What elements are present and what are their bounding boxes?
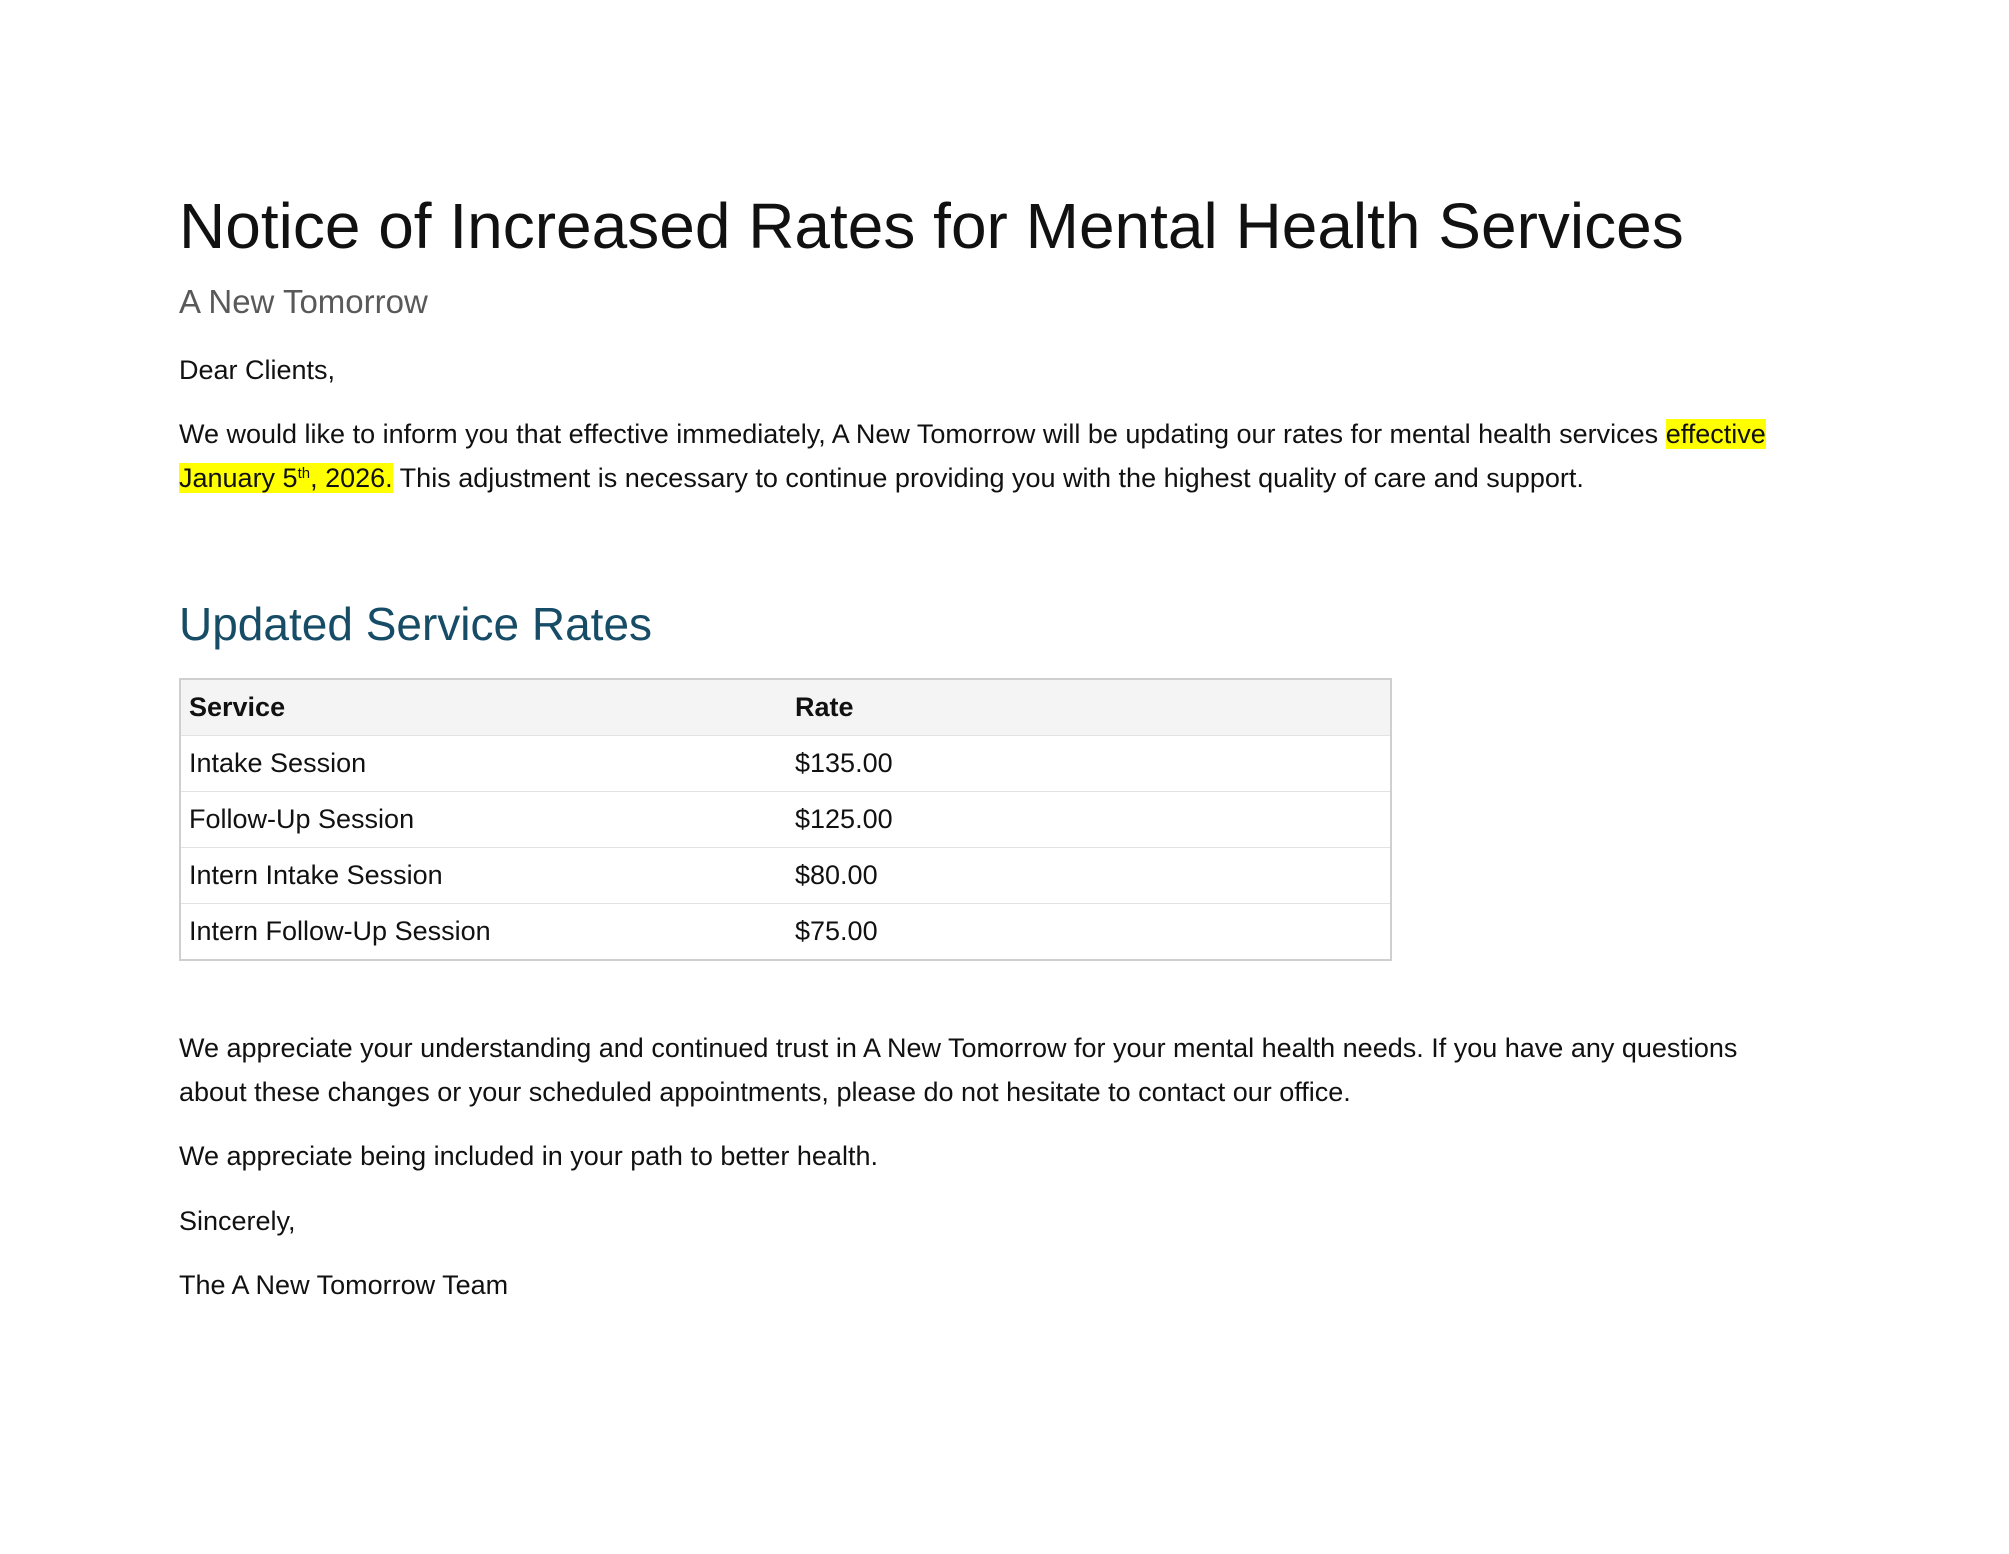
rate-cell: $135.00 (787, 736, 1391, 792)
section-heading-rates: Updated Service Rates (179, 598, 653, 650)
table-header-row (180, 679, 1391, 736)
effective-date-text: effective January 5 (179, 419, 1766, 493)
service-cell: Intern Intake Session (180, 848, 787, 904)
salutation: Dear Clients, (179, 355, 336, 385)
effective-date-year: , 2026. (310, 463, 393, 493)
letter-page (179, 0, 1859, 1554)
table-row (180, 792, 1391, 848)
rate-cell: $75.00 (795, 916, 878, 946)
rate-cell: $125.00 (787, 792, 1391, 848)
rates-table (179, 678, 1392, 961)
service-cell: Intake Session (180, 736, 787, 792)
organization-subtitle: A New Tomorrow (179, 283, 428, 320)
table-row (180, 736, 1391, 792)
rate-cell: $80.00 (787, 848, 1391, 904)
letter-title: Notice of Increased Rates for Mental Health Services (179, 190, 1684, 262)
path-paragraph: We appreciate being included in your path to better health. (179, 1141, 878, 1171)
intro-paragraph (179, 412, 1849, 500)
closing-line: Sincerely, (179, 1206, 296, 1236)
signature-line: The A New Tomorrow Team (179, 1270, 509, 1300)
service-cell: Follow-Up Session (180, 792, 787, 848)
column-header-service: Service (180, 679, 787, 736)
table-row (180, 904, 1391, 961)
intro-rest-text: This adjustment is necessary to continue providing you with the highest quality of care and support. (392, 463, 1584, 493)
appreciation-paragraph: We appreciate your understanding and continued trust in A New Tomorrow for your mental health needs. If you have any questions about these changes or your scheduled appointments, please do not hesitate to contact our office. (179, 1033, 1738, 1107)
date-ordinal-suffix: th (297, 465, 311, 482)
column-header-rate: Rate (787, 679, 1391, 736)
service-cell: Intern Follow-Up Session (189, 916, 491, 946)
intro-lead-text: We would like to inform you that effective immediately, A New Tomorrow will be updating our rates for mental health services (179, 419, 1666, 449)
table-row (180, 848, 1391, 904)
